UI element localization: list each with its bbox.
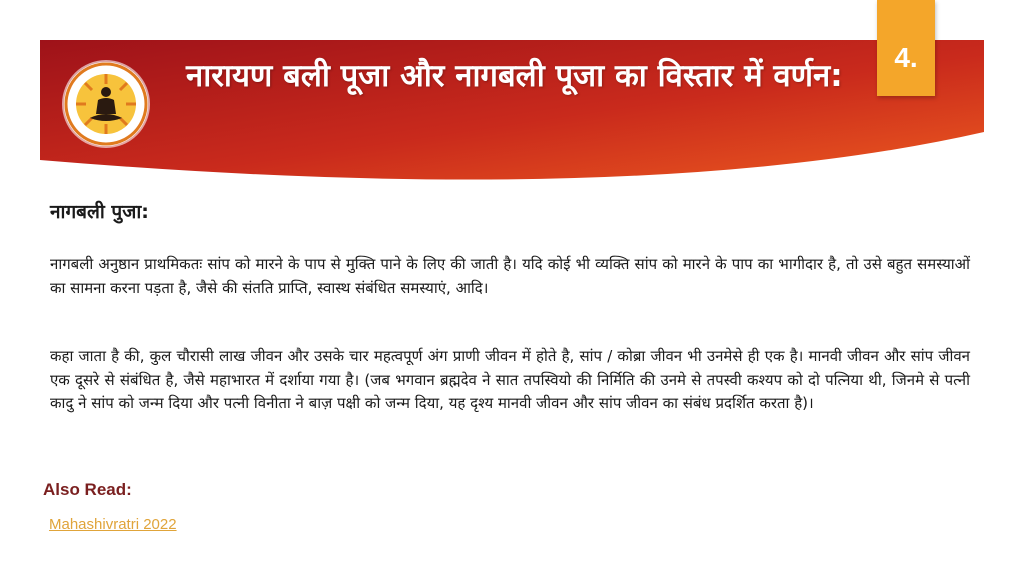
organization-logo: [64, 62, 148, 146]
page-title: नारायण बली पूजा और नागबली पूजा का विस्तार में वर्णन:: [186, 58, 843, 94]
paragraph-2: कहा जाता है की, कुल चौरासी लाख जीवन और उसके चार महत्वपूर्ण अंग प्राणी जीवन में होते है, सांप / कोब्रा जीवन भी उनमेसे ही एक है। मानवी जीवन और सांप जीवन एक दूसरे से संबंधित है, जैसे महाभारत में दर्शाया गया है। (जब भगवान ब्रह्मदेव ने सात तपस्वियो की निर्मिति की उनमे से तपस्वी कश्यप को दो पत्निया थी, जिनमे से पत्नी कादु ने सांप को जन्म दिया और पत्नी विनीता ने बाज़ पक्षी को जन्म दिया, यह दृश्य मानवी जीवन और सांप जीवन का संबंध प्रदर्शित करता है)।: [50, 347, 970, 412]
slide-number-badge: [877, 0, 935, 96]
mahashivratri-link[interactable]: Mahashivratri 2022: [49, 516, 177, 533]
also-read-label: Also Read:: [43, 480, 132, 499]
paragraph-1: नागबली अनुष्ठान प्राथमिकतः सांप को मारने के पाप से मुक्ति पाने के लिए की जाती है। यदि कोई भी व्यक्ति सांप को मारने के पाप का भागीदार है, तो उसे बहुत समस्याओं का सामना करना पड़ता है, जैसे की संतति प्राप्ति, स्वास्थ संबंधित समस्याएं, आदि।: [50, 255, 970, 297]
slide-number: 4.: [894, 42, 918, 73]
section-heading: नागबली पुजा:: [50, 201, 149, 223]
meditating-figure-logo-icon: [64, 62, 148, 146]
